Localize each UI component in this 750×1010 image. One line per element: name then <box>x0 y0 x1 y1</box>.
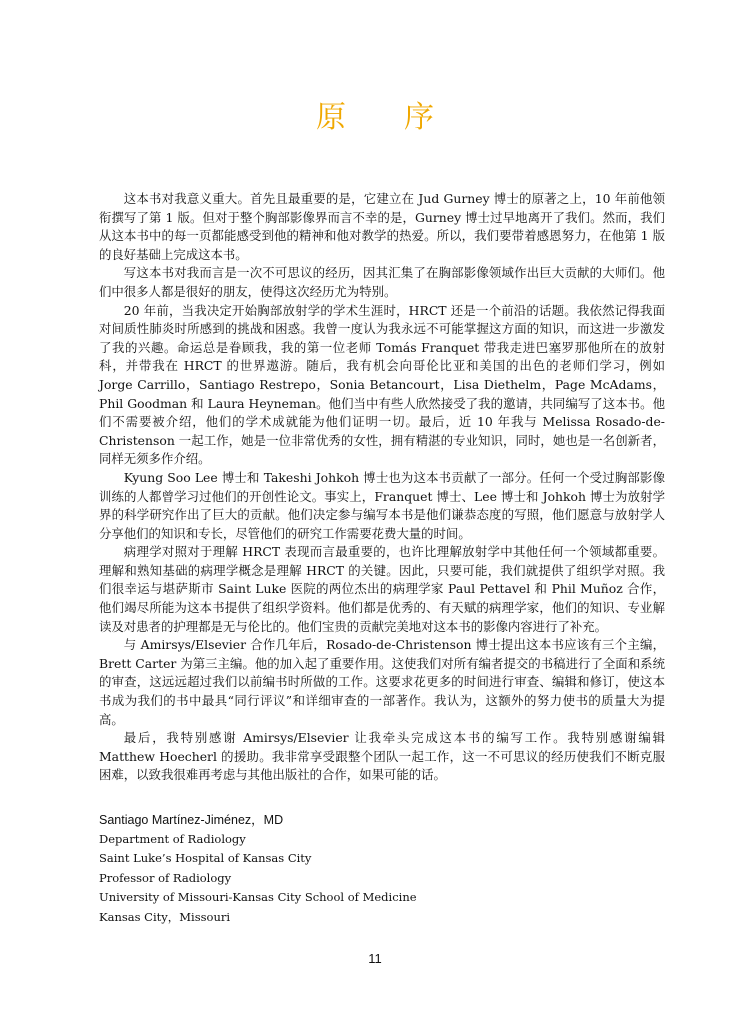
paragraph: Kyung Soo Lee 博士和 Takeshi Johkoh 博士也为这本书贡献了一部分。任何一个受过胸部影像训练的人都曾学习过他们的开创性论文。事实上，Franquet 博士、Lee 博士和 Johkoh 博士为放射学界的科学研究作出了巨大的贡献。他们决定参与编写本书是他们谦恭态度的写照，他们愿意与放射学人分享他们的知识和专长，尽管他们的研究工作需要花费大量的时间。 <box>99 469 665 541</box>
paragraph: 与 Amirsys/Elsevier 合作几年后，Rosado-de-Christenson 博士提出这本书应该有三个主编，Brett Carter 为第三主编。他的加入起了重要作用。这使我们对所有编者提交的书稿进行了全面和系统的审查，这远远超过我们以前编书时所做的工作。这要求花更多的时间进行审查、编辑和修订，使这本书成为我们的书中最具“同行评议”和详细审查的一部著作。我认为，这额外的努力使书的质量大为提高。 <box>99 637 665 727</box>
paragraph: 写这本书对我而言是一次不可思议的经历，因其汇集了在胸部影像领域作出巨大贡献的大师们。他们中很多人都是很好的朋友，使得这次经历尤为特别。 <box>99 265 665 299</box>
affiliation-line: Professor of Radiology <box>99 870 232 885</box>
author-name: Santiago Martínez-Jiménez，MD <box>99 813 284 827</box>
preface-body <box>99 190 665 785</box>
affiliation-line: Saint Luke’s Hospital of Kansas City <box>99 851 312 866</box>
page-title: 原序 <box>316 100 492 135</box>
affiliation-line: Kansas City，Missouri <box>99 909 231 924</box>
paragraph: 这本书对我意义重大。首先且最重要的是，它建立在 Jud Gurney 博士的原著之上，10 年前他领衔撰写了第 1 版。但对于整个胸部影像界而言不幸的是，Gurney 博士过早地离开了我们。然而，我们从这本书中的每一页都能感受到他的精神和他对教学的热爱。所以，我们要带着感恩努力，在他第 1 版的良好基础上完成这本书。 <box>99 191 665 262</box>
page-number: 11 <box>368 951 382 966</box>
affiliation-line: University of Missouri-Kansas City School of Medicine <box>99 890 417 905</box>
affiliation-line: Department of Radiology <box>99 832 246 846</box>
paragraph: 病理学对照对于理解 HRCT 表现而言最重要的，也许比理解放射学中其他任何一个领域都重要。理解和熟知基础的病理学概念是理解 HRCT 的关键。因此，只要可能，我们就提供了组织学对照。我们很幸运与堪萨斯市 Saint Luke 医院的两位杰出的病理学家 Paul Pettavel 和 Phil Muñoz 合作，他们竭尽所能为这本书提供了组织学资料。他们都是优秀的、有天赋的病理学家，他们的知识、专业解读及对患者的护理都是无与伦比的。他们宝贵的贡献完美地对这本书的影像内容进行了补充。 <box>99 544 665 634</box>
signature-block <box>99 810 599 927</box>
paragraph: 20 年前，当我决定开始胸部放射学的学术生涯时，HRCT 还是一个前沿的话题。我依然记得我面对间质性肺炎时所感到的挑战和困惑。我曾一度认为我永远不可能掌握这方面的知识，而这进一步激发了我的兴趣。命运总是眷顾我，我的第一位老师 Tomás Franquet 带我走进巴塞罗那他所在的放射科，并带我在 HRCT 的世界遨游。随后，我有机会向哥伦比亚和美国的出色的老师们学习，例如 Jorge Carrillo，Santiago Restrepo，Sonia Betancourt，Lisa Diethelm，Page McAdams，Phil Goodman 和 Laura Heyneman。他们当中有些人欣然接受了我的邀请，共同编写了这本书。他们不需要被介绍，他们的学术成就能为他们证明一切。最后，近 10 年我与 Melissa Rosado-de-Christenson 一起工作，她是一位非常优秀的女性，拥有精湛的专业知识，同时，她也是一名创新者，同样无须多作介绍。 <box>99 302 665 467</box>
paragraph: 最后，我特别感谢 Amirsys/Elsevier 让我牵头完成这本书的编写工作。我特别感谢编辑 Matthew Hoecherl 的援助。我非常享受跟整个团队一起工作，这一不可思议的经历使我们不断克服困难，以致我很难再考虑与其他出版社的合作，如果可能的话。 <box>99 730 665 783</box>
